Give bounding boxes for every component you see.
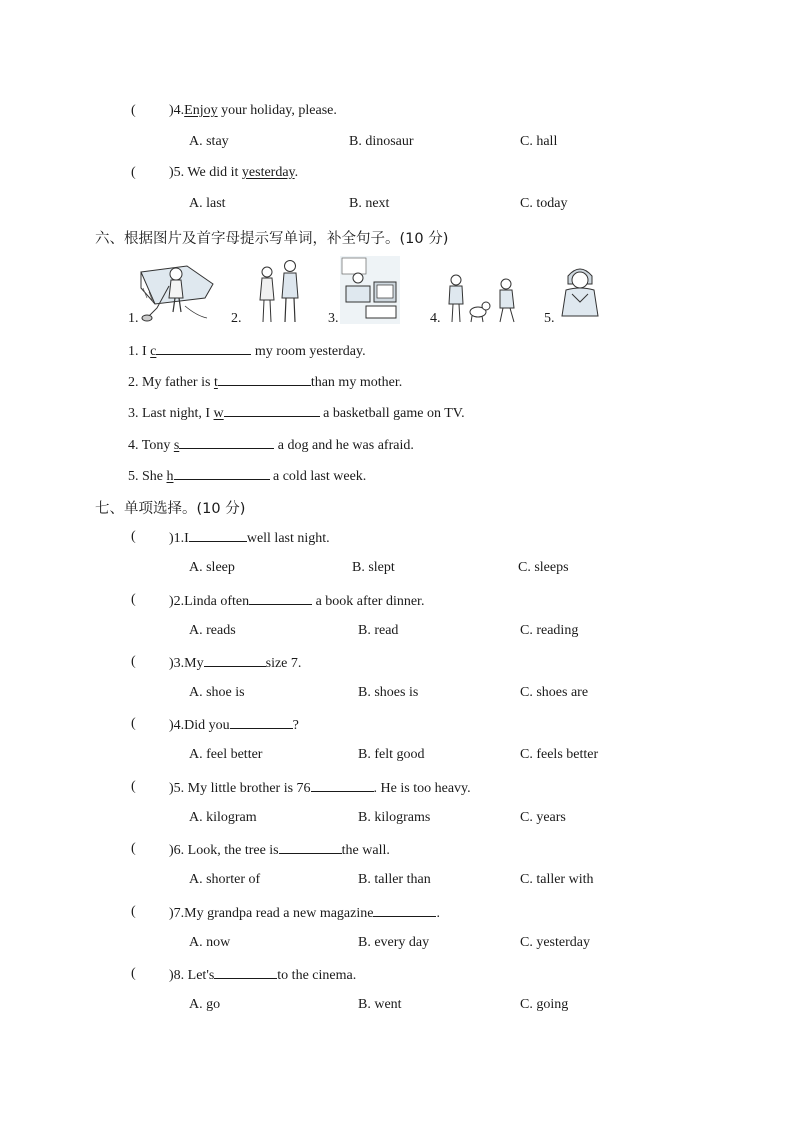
section-6-heading: 六、根据图片及首字母提示写单词，补全句子。(10 分) <box>95 231 449 247</box>
option-a[interactable]: A. shorter of <box>189 872 261 887</box>
question-text: your holiday, please. <box>217 103 337 118</box>
answer-paren[interactable]: ( <box>131 841 136 856</box>
question-stem <box>169 592 424 610</box>
fill-in-sentence <box>128 373 402 391</box>
question-text: )5. My little brother is 76 <box>169 781 311 796</box>
option-c[interactable]: C. taller with <box>520 872 594 887</box>
question-stem <box>169 529 330 547</box>
answer-paren[interactable]: ( <box>131 592 136 607</box>
sentence-end: my room yesterday. <box>251 344 366 359</box>
underlined-word: yesterday <box>241 165 295 180</box>
sentence-start: 1. I <box>128 344 151 359</box>
answer-blank[interactable] <box>214 966 277 979</box>
watching-tv-icon <box>340 256 400 324</box>
option-c[interactable]: C. feels better <box>520 747 599 762</box>
sentence-end: a dog and he was afraid. <box>274 438 414 453</box>
answer-blank[interactable] <box>156 342 251 355</box>
option-b: B. dinosaur <box>349 134 414 149</box>
question-text-end: . He is too heavy. <box>373 781 471 796</box>
girl-with-cold-icon <box>558 262 602 320</box>
answer-paren[interactable]: ( <box>131 779 136 794</box>
option-b[interactable]: B. taller than <box>358 872 431 887</box>
option-a: A. stay <box>189 134 229 149</box>
vacuum-cleaning-icon <box>135 258 217 324</box>
answer-blank[interactable] <box>224 404 320 417</box>
option-b[interactable]: B. every day <box>358 935 430 950</box>
sentence-end: a basketball game on TV. <box>319 406 465 421</box>
answer-blank[interactable] <box>249 592 312 605</box>
question-text-end: the wall. <box>341 843 390 858</box>
question-number: 4. <box>173 103 185 118</box>
question-text: )6. Look, the tree is <box>169 843 279 858</box>
option-a[interactable]: A. sleep <box>189 560 235 575</box>
answer-blank[interactable] <box>179 436 274 449</box>
answer-blank[interactable] <box>218 373 311 386</box>
question-text: )3.My <box>169 656 204 671</box>
option-b[interactable]: B. went <box>358 997 402 1012</box>
question-text: We did it <box>187 165 242 180</box>
option-b[interactable]: B. felt good <box>358 747 425 762</box>
first-letter-hint: t <box>213 375 218 390</box>
answer-paren[interactable]: ( <box>131 654 136 669</box>
question-number: 5. <box>173 165 185 180</box>
question-stem <box>169 841 390 859</box>
answer-blank[interactable] <box>311 779 374 792</box>
option-a[interactable]: A. shoe is <box>189 685 245 700</box>
sentence-start: 5. She <box>128 469 167 484</box>
first-letter-hint: h <box>166 469 174 484</box>
option-a[interactable]: A. feel better <box>189 747 263 762</box>
mother-and-father-icon <box>254 258 306 326</box>
answer-blank[interactable] <box>230 716 293 729</box>
question-stem <box>169 654 301 672</box>
fill-in-sentence <box>128 467 366 485</box>
answer-paren[interactable]: ( <box>131 103 136 118</box>
first-letter-hint: c <box>150 344 157 359</box>
question-text: )4.Did you <box>169 718 230 733</box>
section-7-heading: 七、单项选择。(10 分) <box>95 501 246 517</box>
question-stem <box>169 779 471 797</box>
close-paren: ) <box>169 103 174 118</box>
question-stem <box>169 966 356 984</box>
answer-blank[interactable] <box>204 654 266 667</box>
question-text: )2.Linda often <box>169 594 250 609</box>
answer-blank[interactable] <box>189 529 247 542</box>
first-letter-hint: s <box>173 438 180 453</box>
answer-paren[interactable]: ( <box>131 716 136 731</box>
option-c[interactable]: C. sleeps <box>518 560 569 575</box>
fill-in-sentence <box>128 436 414 454</box>
option-a[interactable]: A. now <box>189 935 231 950</box>
picture-number: 2. <box>231 311 242 326</box>
sentence-start: 4. Tony <box>128 438 174 453</box>
question-text: )8. Let's <box>169 968 215 983</box>
question-5-stem <box>169 165 298 181</box>
answer-paren[interactable]: ( <box>131 966 136 981</box>
picture-number: 5. <box>544 311 555 326</box>
question-text-end: . <box>294 165 299 180</box>
first-letter-hint: w <box>213 406 224 421</box>
option-b[interactable]: B. kilograms <box>358 810 431 825</box>
option-c: C. hall <box>520 134 558 149</box>
question-text: )7.My grandpa read a new magazine <box>169 906 374 921</box>
sentence-end: than my mother. <box>310 375 403 390</box>
picture-number: 4. <box>430 311 441 326</box>
question-4-stem <box>169 103 337 119</box>
option-a[interactable]: A. reads <box>189 623 236 638</box>
fill-in-sentence <box>128 404 465 422</box>
option-b[interactable]: B. read <box>358 623 399 638</box>
answer-blank[interactable] <box>279 841 342 854</box>
picture-number: 3. <box>328 311 339 326</box>
option-c[interactable]: C. years <box>520 810 566 825</box>
question-text-end: . <box>436 906 440 921</box>
question-stem <box>169 716 299 734</box>
option-b[interactable]: B. shoes is <box>358 685 419 700</box>
answer-blank[interactable] <box>373 904 436 917</box>
fill-in-sentence <box>128 342 366 360</box>
option-c[interactable]: C. yesterday <box>520 935 590 950</box>
option-c[interactable]: C. shoes are <box>520 685 589 700</box>
option-c[interactable]: C. going <box>520 997 569 1012</box>
option-a[interactable]: A. kilogram <box>189 810 257 825</box>
question-stem <box>169 904 440 922</box>
question-text-end: a book after dinner. <box>312 594 425 609</box>
question-text-end: size 7. <box>265 656 302 671</box>
option-b[interactable]: B. slept <box>352 560 395 575</box>
close-paren: ) <box>169 165 174 180</box>
question-text-end: ? <box>292 718 299 733</box>
option-b: B. next <box>349 196 390 211</box>
underlined-word: Enjoy <box>184 103 218 118</box>
option-a[interactable]: A. go <box>189 997 221 1012</box>
sentence-end: a cold last week. <box>269 469 367 484</box>
answer-paren[interactable]: ( <box>131 165 136 180</box>
picture-number: 1. <box>128 311 139 326</box>
option-c: C. today <box>520 196 568 211</box>
sentence-start: 2. My father is <box>128 375 214 390</box>
answer-paren[interactable]: ( <box>131 904 136 919</box>
option-a: A. last <box>189 196 226 211</box>
answer-blank[interactable] <box>174 467 270 480</box>
option-c[interactable]: C. reading <box>520 623 579 638</box>
question-text: )1.I <box>169 531 189 546</box>
sentence-start: 3. Last night, I <box>128 406 214 421</box>
question-text-end: to the cinema. <box>277 968 357 983</box>
answer-paren[interactable]: ( <box>131 529 136 544</box>
question-text-end: well last night. <box>246 531 330 546</box>
boy-and-dog-icon <box>444 272 520 326</box>
